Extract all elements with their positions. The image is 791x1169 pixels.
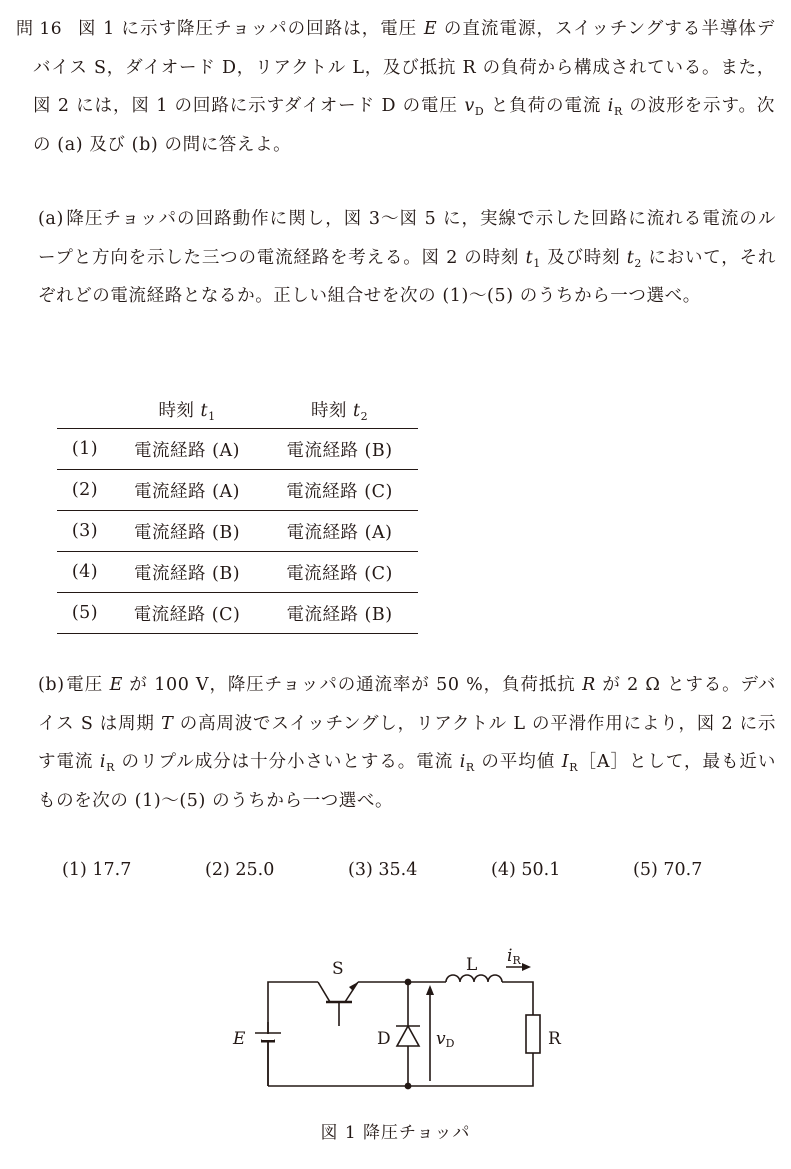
row-t1-path: 電流経路 (B): [113, 511, 261, 552]
wire-bottom: [268, 1053, 533, 1086]
part-b-text-5: のリプル成分は十分小さいとする。電流: [115, 752, 460, 772]
row-number: (1): [57, 429, 113, 470]
switch-collector: [318, 982, 330, 1002]
intro-symbol-v-sub: D: [474, 105, 485, 118]
voltage-vD-arrowhead: [426, 985, 434, 995]
part-b-symbol-i-2: i: [459, 752, 466, 772]
choice-item: (4) 50.1: [491, 860, 561, 880]
part-b-symbol-I: I: [561, 752, 570, 772]
part-b-text-3: が 2 Ω とする。デバイス S は周期: [38, 675, 776, 734]
intro-text-1: 図 1 に示す降圧チョッパの回路は，電圧: [78, 19, 424, 39]
inductor-coil: [446, 975, 502, 982]
intro-text-3: と負荷の電流: [484, 96, 608, 116]
part-b-text-7: ［A］として，最も近いものを次の (1)〜(5) のうちから一つ選べ。: [38, 752, 776, 811]
part-b-text-1: 電圧: [66, 675, 110, 695]
choice-item: (5) 70.7: [633, 860, 703, 880]
current-iR-arrowhead: [522, 963, 531, 971]
part-b-symbol-E: E: [109, 675, 123, 695]
intro-symbol-i-sub: R: [613, 105, 623, 118]
part-a: [38, 200, 776, 316]
part-a-symbol-t1: t: [525, 247, 534, 268]
row-t1-path: 電流経路 (C): [113, 593, 261, 634]
choice-item: (1) 17.7: [62, 860, 132, 880]
choice-item: (2) 25.0: [205, 860, 275, 880]
label-iR: iR: [507, 946, 521, 967]
header-time-t2: 時刻 $t_2$: [261, 390, 418, 429]
part-a-text-2: 及び時刻: [540, 247, 627, 268]
diode-D: [396, 1026, 420, 1046]
table-row: [57, 429, 418, 470]
question-number: 問 16: [16, 19, 63, 39]
part-a-symbol-t2: t: [626, 247, 635, 268]
part-b-text-2: が 100 V，降圧チョッパの通流率が 50 %，負荷抵抗: [122, 675, 583, 695]
intro-symbol-v: v: [464, 96, 475, 116]
question-intro: [33, 10, 775, 164]
intro-text-2: の直流電源，スイッチングする半導体デバイス S，ダイオード D，リアクトル L，及び抵抗 R の負荷から構成されている。また，図 2 には，図 1 の回路に示すダイオード D の電圧: [33, 19, 775, 116]
answer-table-header: [57, 390, 418, 429]
part-b-label: (b): [38, 675, 65, 695]
switch-emitter-arrow: [349, 982, 358, 991]
part-b-symbol-i-1-sub: R: [106, 761, 116, 774]
node-top: [405, 979, 412, 986]
table-row: [57, 593, 418, 634]
row-t2-path: 電流経路 (B): [261, 593, 418, 634]
header-time-t1: 時刻 $t_1$: [113, 390, 261, 429]
label-D: D: [377, 1029, 391, 1049]
part-b-text-4: の高周波でスイッチングし，リアクトル L の平滑作用により，図 2 に示す電流: [38, 713, 776, 772]
part-b-text-6: の平均値: [474, 752, 562, 772]
part-b-symbol-I-sub: R: [569, 761, 579, 774]
part-a-symbol-t2-sub: 2: [634, 256, 643, 270]
answer-table: [57, 390, 418, 634]
part-a-label: (a): [38, 209, 64, 229]
label-vD: vD: [436, 1029, 455, 1050]
figure1-caption: 図 1 降圧チョッパ: [320, 1123, 471, 1143]
table-row: [57, 552, 418, 593]
part-a-text-3: において，それぞれどの電流経路となるか。正しい組合せを次の (1)〜(5) のうちから一つ選べ。: [38, 247, 776, 306]
label-E: E: [233, 1029, 246, 1049]
table-row: [57, 511, 418, 552]
row-number: (3): [57, 511, 113, 552]
row-t1-path: 電流経路 (B): [113, 552, 261, 593]
intro-symbol-E: E: [423, 19, 438, 39]
intro-symbol-i: i: [607, 96, 614, 116]
header-blank: [57, 390, 113, 429]
intro-text-4: の波形を示す。次の (a) 及び (b) の問に答えよ。: [33, 96, 775, 155]
row-t2-path: 電流経路 (C): [261, 470, 418, 511]
wire-right-top: [502, 982, 533, 1015]
row-t2-path: 電流経路 (A): [261, 511, 418, 552]
table-row: [57, 470, 418, 511]
row-number: (5): [57, 593, 113, 634]
figure1-circuit-diagram: [0, 940, 791, 1115]
battery-E: [255, 1033, 281, 1041]
node-bottom: [405, 1083, 412, 1090]
label-S: S: [332, 959, 344, 979]
resistor-body: [526, 1015, 540, 1053]
label-R: R: [548, 1029, 561, 1049]
wire-left-top: [268, 982, 318, 1086]
row-number: (2): [57, 470, 113, 511]
part-b-symbol-R: R: [582, 675, 596, 695]
part-b-symbol-i-2-sub: R: [465, 761, 475, 774]
label-L: L: [466, 955, 478, 975]
part-b: [38, 666, 776, 820]
part-b-symbol-i-1: i: [99, 752, 107, 772]
part-a-symbol-t1-sub: 1: [533, 256, 541, 270]
part-a-text-1: 降圧チョッパの回路動作に関し，図 3〜図 5 に，実線で示した回路に流れる電流のループと方向を示した三つの電流経路を考える。図 2 の時刻: [38, 209, 776, 268]
row-t2-path: 電流経路 (B): [261, 429, 418, 470]
row-t2-path: 電流経路 (C): [261, 552, 418, 593]
row-t1-path: 電流経路 (A): [113, 429, 261, 470]
choice-item: (3) 35.4: [348, 860, 418, 880]
part-b-symbol-T: T: [161, 713, 174, 734]
row-number: (4): [57, 552, 113, 593]
row-t1-path: 電流経路 (A): [113, 470, 261, 511]
